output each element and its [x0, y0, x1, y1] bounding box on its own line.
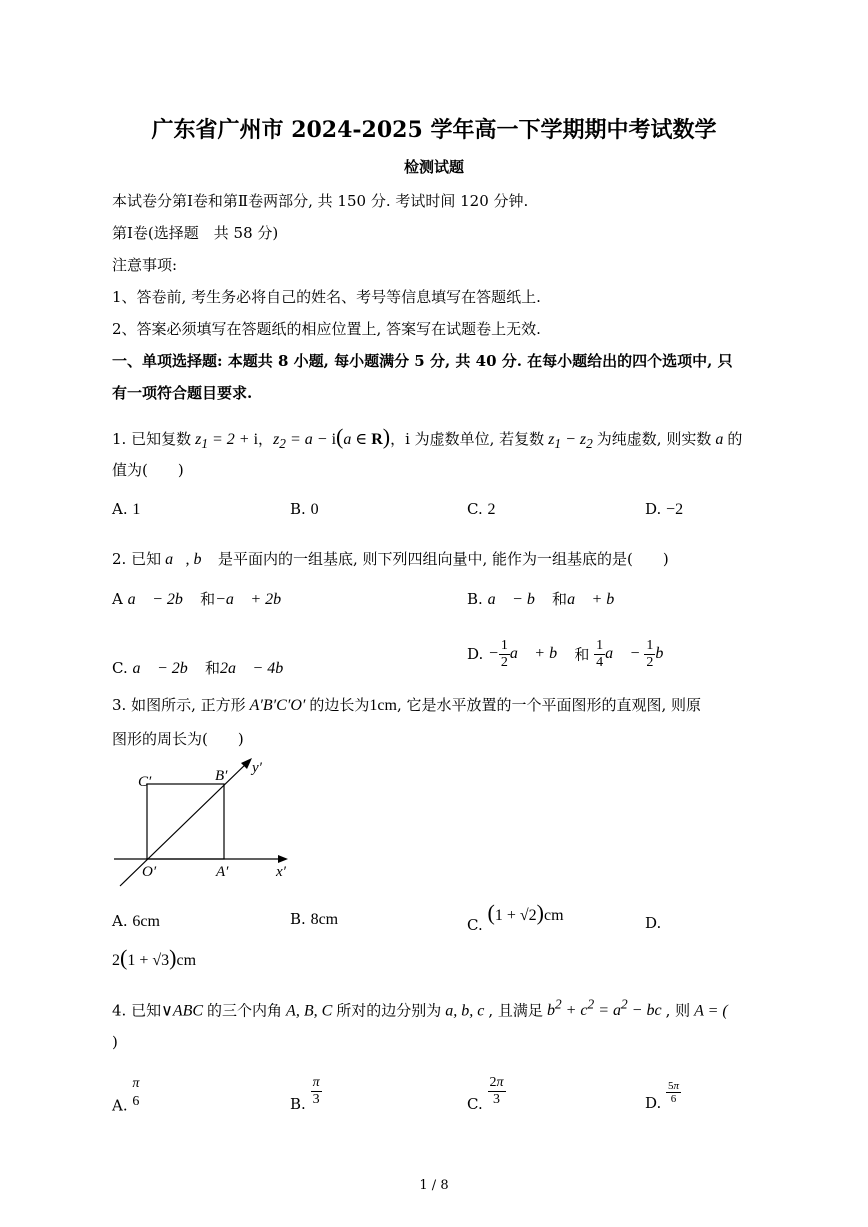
section-heading: 有一项符合题目要求. — [112, 384, 253, 402]
oblique-projection-figure — [108, 752, 308, 892]
question-text: 的边长为 — [309, 696, 370, 714]
math-expression: a, b, c — [441, 1002, 489, 1020]
question-text: 所对的边分别为 — [336, 1001, 442, 1020]
question-text: 2. 已知 — [112, 550, 162, 568]
question-text: 1. 已知复数 — [112, 430, 192, 448]
question-text: ，i 为虚数单位, 若复数 — [390, 430, 545, 448]
math-expression: a⃗ − 2b⃗ — [127, 591, 196, 608]
question-3 — [112, 694, 701, 715]
label-c: C′ — [138, 774, 152, 790]
option-b: B. $\frac{\pi}{3}$ — [290, 1075, 320, 1114]
option-a: A. π 6 — [112, 1076, 140, 1115]
question-text: 值为( ) — [112, 461, 184, 479]
question-text: , 且满足 — [488, 1001, 543, 1020]
option-d-value — [112, 945, 196, 971]
intro-line: 注意事项: — [112, 256, 178, 274]
question-text: 为纯虚数, 则实数 — [596, 430, 712, 448]
option-a: A a⃗ − 2b⃗ 和−a⃗ + 2b⃗ — [112, 590, 294, 608]
square-figure — [147, 784, 224, 859]
question-text: 是平面内的一组基底, 则下列四组向量中, 能作为一组基底的是( ) — [217, 550, 669, 568]
option-b: B. 0 — [290, 500, 319, 518]
label-y: y′ — [252, 760, 262, 776]
question-text: 4. 已知 — [112, 1001, 162, 1020]
intro-line: 第Ⅰ卷(选择题 共 58 分) — [112, 224, 279, 242]
math-expression: $b^2 + c^2 = a^2$ − bc — [542, 997, 666, 1020]
math-expression: −a⃗ + 2b⃗ — [215, 591, 294, 608]
question-4 — [112, 997, 728, 1020]
math-expression: A = ( — [690, 1002, 728, 1020]
question-text: 3. 如图所示, 正方形 — [112, 696, 246, 714]
intro-line: 本试卷分第Ⅰ卷和第Ⅱ卷两部分, 共 150 分. 考试时间 120 分钟. — [112, 192, 529, 210]
question-2 — [112, 548, 669, 569]
question-text: ) — [112, 1033, 118, 1051]
x-axis-arrow — [278, 855, 288, 863]
option-c: C. a⃗ − 2b⃗ 和2a⃗ − 4b⃗ — [112, 659, 296, 677]
option-c: C. $\frac{2\pi}{3}$ — [467, 1075, 504, 1114]
option-d: D. −2 — [645, 500, 684, 518]
document-subtitle: 检测试题 — [403, 158, 464, 176]
option-d: D. $\frac{5\pi}{6}$ — [645, 1080, 680, 1113]
question-text: 的 — [727, 430, 743, 448]
math-expression: $\frac{5\pi}{6}$ — [668, 1080, 680, 1105]
option-b: B. 8cm — [290, 910, 339, 928]
math-expression: ∨ABC — [161, 1002, 208, 1020]
option-d: D. — [645, 914, 662, 932]
note-line: 1、答卷前, 考生务必将自己的姓名、考号等信息填写在答题纸上. — [112, 288, 541, 306]
document-title: 广东省广州市 2024-2025 学年高一下学期期中考试数学 — [151, 117, 717, 143]
math-expression: − $\frac{1}{2}$ a⃗ + b⃗ — [488, 638, 570, 670]
math-expression: $z_2 = a - i(a$ ∈ R) — [273, 424, 391, 452]
math-expression: a⃗ − 2b⃗ — [132, 660, 201, 677]
note-line: 2、答案必须填写在答题纸的相应位置上, 答案写在试题卷上无效. — [112, 320, 541, 338]
math-expression: a⃗ − b⃗ — [487, 591, 548, 608]
option-c: C. 2 — [467, 500, 496, 518]
page-number: 1 / 8 — [419, 1178, 449, 1193]
question-text: 图形的周长为( ) — [112, 730, 244, 748]
label-b: B′ — [215, 768, 228, 784]
option-a: A. 6cm — [112, 912, 160, 930]
math-expression: 1cm — [369, 697, 397, 714]
option-c: C. (1 + √2)cm — [467, 900, 564, 934]
option-d: D. − $\frac{1}{2}$ a⃗ + b⃗ 和 $\frac{1}{4}$ a⃗ − $\frac{1}{2}$ b⃗ — [467, 638, 676, 670]
math-expression: (1 + √2)cm — [487, 900, 564, 925]
label-x: x′ — [276, 864, 286, 880]
math-expression: a — [711, 431, 728, 448]
label-a: A′ — [216, 864, 229, 880]
question-text: 的三个内角 — [207, 1001, 283, 1020]
math-expression: a⃗, b⃗ — [161, 551, 218, 568]
question-text: , 它是水平放置的一个平面图形的直观图, 则原 — [396, 696, 702, 714]
math-expression: 2(1 + √3)cm — [112, 945, 197, 970]
math-expression: A′B′C′O′ — [245, 697, 310, 714]
math-expression: a⃗ + b⃗ — [567, 591, 627, 608]
math-expression: $z_1 = 2 + i$ — [191, 431, 259, 452]
question-text: ， — [258, 430, 274, 448]
math-expression: A, B, C — [282, 1002, 337, 1020]
label-o: O′ — [142, 864, 157, 880]
section-heading: 一、单项选择题: 本题共 8 小题, 每小题满分 5 分, 共 40 分. 在每小题给出的四个选项中, 只 — [112, 352, 733, 370]
math-expression: $z_1 - z_2$ — [544, 431, 593, 452]
math-expression: 2a⃗ − 4b⃗ — [219, 660, 296, 677]
question-1 — [112, 424, 742, 452]
math-expression: $\frac{\pi}{3}$ — [312, 1075, 320, 1107]
math-expression: $\frac{1}{4}$ a⃗ − $\frac{1}{2}$ b⃗ — [596, 638, 676, 670]
math-expression: $\frac{2\pi}{3}$ — [489, 1075, 504, 1107]
question-text: , 则 — [665, 1001, 691, 1020]
math-expression: π 6 — [132, 1076, 140, 1109]
option-a: A. 1 — [112, 500, 141, 518]
option-b: B. a⃗ − b⃗ 和a⃗ + b⃗ — [467, 590, 627, 608]
